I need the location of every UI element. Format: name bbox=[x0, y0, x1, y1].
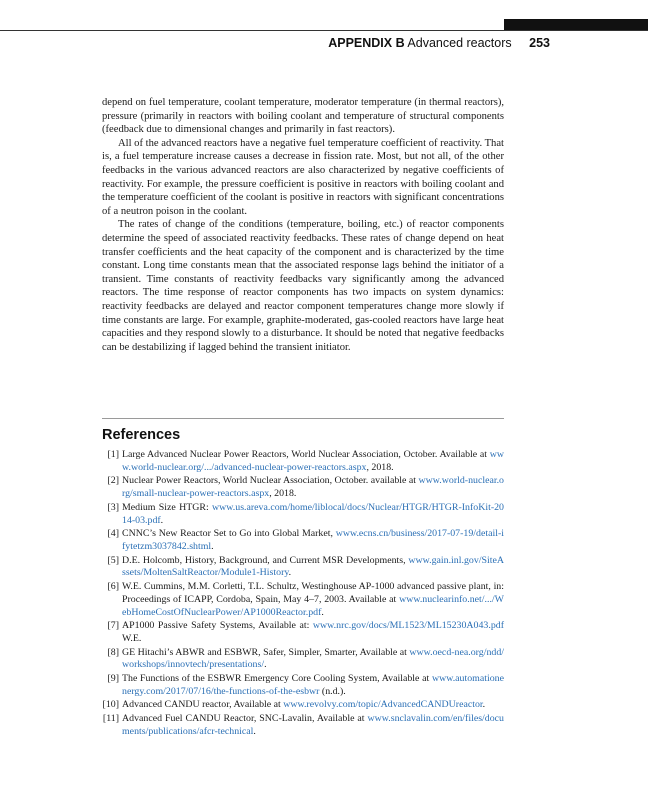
reference-text: GE Hitachi’s ABWR and ESBWR, Safer, Simpler, Smarter, Available at bbox=[122, 646, 410, 658]
reference-text: Advanced Fuel CANDU Reactor, SNC-Lavalin, Available at bbox=[122, 712, 368, 724]
reference-link[interactable]: www.us.areva.com/home/liblocal/docs/Nuclear/HTGR/HTGR-InfoKit-2014-03.pdf bbox=[122, 501, 504, 526]
reference-item bbox=[102, 699, 504, 712]
reference-item bbox=[102, 449, 504, 475]
reference-list bbox=[102, 449, 504, 739]
paragraph: All of the advanced reactors have a negative fuel temperature coefficient of reactivity. That is, a fuel temperature increase causes a decrease in fission rate. Most, but not all, of the other feedbacks in the various advanced reactors are also characterized by negative coefficients of reactivity. For example, the pressure coefficient is positive in reactors with boiling coolant and the temperature coefficient of the coolant is positive in reactors with significant concentrations of a neutron poison in the coolant. bbox=[102, 137, 504, 217]
reference-link[interactable]: www.automationenergy.com/2017/07/16/the-functions-of-the-esbwr bbox=[122, 672, 504, 697]
paragraph: The rates of change of the conditions (temperature, boiling, etc.) of reactor components determine the speed of associated reactivity feedbacks. These rates of change depend on heat transfer coefficients and the heat capacity of the component and is characterized by the time constant. Long time constants mean that the associated response lags behind the initiator of a transient. Time constants of reactivity feedbacks vary significantly among the advanced reactors. The time response of reactor components has two impacts on system dynamics: reactivity feedbacks are delayed and reactor component temperatures change more slowly if time constants are large. For example, graphite-moderated, gas-cooled reactors have large heat capacities and they respond slowly to a disturbance. It should be noted that negative feedbacks can be destabilizing if lagged behind the transient initiator. bbox=[102, 219, 504, 353]
reference-number: [7] bbox=[107, 620, 119, 632]
reference-item bbox=[102, 647, 504, 673]
reference-item bbox=[102, 555, 504, 581]
paragraph: depend on fuel temperature, coolant temperature, moderator temperature (in thermal reactors), pressure (primarily in reactors with boiling coolant and temperature of structural components (feedback due to dimensional changes and primarily in fast reactors). bbox=[102, 97, 504, 136]
reference-tail: W.E. bbox=[122, 632, 142, 644]
reference-text: CNNC’s New Reactor Set to Go into Global Market, bbox=[122, 528, 336, 540]
reference-link[interactable]: www.nrc.gov/docs/ML1523/ML15230A043.pdf bbox=[312, 620, 504, 632]
reference-number: [1] bbox=[107, 449, 119, 460]
reference-item bbox=[102, 620, 504, 646]
reference-tail: . bbox=[288, 567, 292, 579]
reference-tail: . bbox=[264, 659, 267, 671]
appendix-title: Advanced reactors bbox=[407, 36, 512, 50]
reference-link[interactable]: www.revolvy.com/topic/AdvancedCANDUreactor bbox=[283, 699, 483, 711]
reference-tail: , 2018. bbox=[366, 461, 394, 473]
reference-text: Large Advanced Nuclear Power Reactors, World Nuclear Association, October. Available at bbox=[122, 449, 490, 460]
reference-text: The Functions of the ESBWR Emergency Core Cooling System, Available at bbox=[122, 672, 432, 684]
reference-text: Advanced CANDU reactor, Available at bbox=[122, 699, 284, 711]
reference-item bbox=[102, 673, 504, 699]
reference-number: [8] bbox=[107, 646, 119, 658]
reference-item bbox=[102, 581, 504, 619]
reference-tail: (n.d.). bbox=[319, 685, 346, 697]
reference-number: [6] bbox=[107, 580, 119, 592]
reference-number: [10] bbox=[102, 699, 119, 711]
appendix-label: APPENDIX B bbox=[328, 36, 405, 50]
page-number: 253 bbox=[529, 36, 550, 50]
reference-number: [5] bbox=[107, 554, 119, 566]
reference-number: [9] bbox=[107, 672, 119, 684]
reference-link[interactable]: www.snclavalin.com/en/files/documents/publications/afcr-technical bbox=[122, 712, 504, 737]
reference-item bbox=[102, 502, 504, 528]
reference-text: W.E. Cummins, M.M. Corletti, T.L. Schultz, Westinghouse AP-1000 advanced passive plant, in: Proceedings of ICAPP, Cordoba, Spain, May 4–7, 2003. Available at bbox=[122, 580, 504, 605]
header-rule bbox=[0, 30, 648, 31]
body-text bbox=[102, 96, 504, 354]
reference-item bbox=[102, 528, 504, 554]
references-heading: References bbox=[102, 427, 181, 443]
reference-tail: . bbox=[482, 699, 486, 711]
reference-text: Medium Size HTGR: bbox=[122, 501, 213, 513]
header-decor-bar bbox=[504, 19, 648, 30]
reference-tail: . bbox=[160, 514, 164, 526]
reference-number: [2] bbox=[107, 475, 119, 487]
reference-tail: . bbox=[253, 725, 256, 737]
reference-item bbox=[102, 475, 504, 501]
reference-number: [3] bbox=[107, 501, 119, 513]
reference-link[interactable]: www.ecns.cn/business/2017-07-19/detail-ifytetzm3037842.shtml bbox=[122, 528, 504, 552]
reference-tail: . bbox=[321, 606, 324, 618]
reference-link[interactable]: www.world-nuclear.org/.../advanced-nuclear-power-reactors.aspx bbox=[122, 449, 504, 473]
reference-item bbox=[102, 713, 504, 739]
reference-link[interactable]: www.gain.inl.gov/SiteAssets/MoltenSaltReactor/Module1-History bbox=[122, 554, 504, 579]
reference-text: AP1000 Passive Safety Systems, Available at: bbox=[122, 620, 313, 632]
reference-link[interactable]: www.oecd-nea.org/ndd/workshops/innovtech/presentations/ bbox=[122, 646, 504, 671]
running-head bbox=[328, 36, 550, 50]
reference-text: Nuclear Power Reactors, World Nuclear Association, October. available at bbox=[122, 475, 419, 487]
section-divider bbox=[102, 418, 504, 419]
reference-number: [11] bbox=[102, 712, 119, 724]
reference-tail: . bbox=[211, 540, 214, 552]
reference-link[interactable]: www.nuclearinfo.net/.../WebHomeCostOfNuclearPower/AP1000Reactor.pdf bbox=[122, 593, 504, 618]
reference-tail: , 2018. bbox=[269, 488, 297, 500]
reference-text: D.E. Holcomb, History, Background, and Current MSR Developments, bbox=[122, 554, 409, 566]
reference-number: [4] bbox=[107, 528, 119, 540]
reference-link[interactable]: www.world-nuclear.org/small-nuclear-power-reactors.aspx bbox=[122, 475, 504, 500]
